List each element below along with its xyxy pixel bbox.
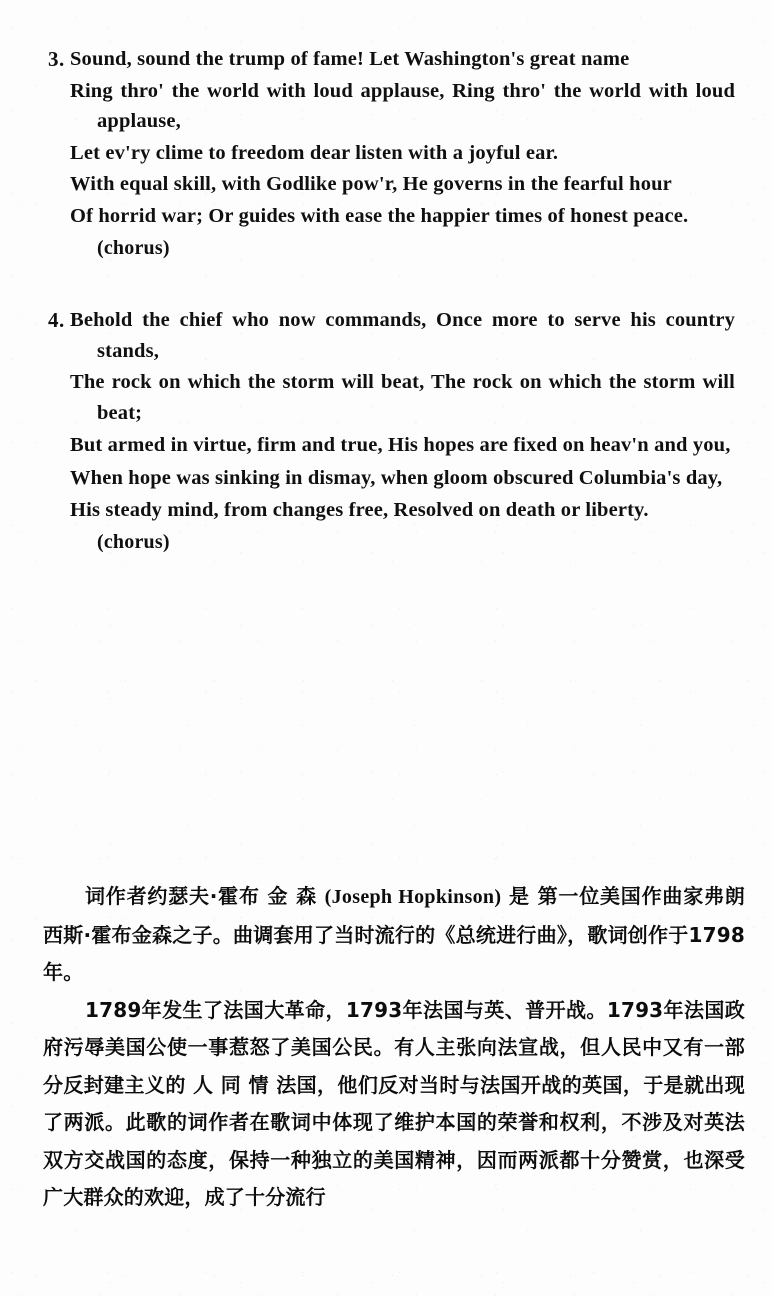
commentary-paragraph: [43, 992, 745, 1217]
chorus-marker: (chorus): [97, 531, 170, 553]
verse-line: Behold the chief who now commands, Once more to serve his country stands,: [70, 309, 735, 362]
verse-line: When hope was sinking in dismay, when gloom obscured Columbia's day,: [70, 467, 723, 489]
verse-number: 4.: [48, 308, 65, 332]
verse-number: 3.: [48, 47, 65, 71]
verse-line: With equal skill, with Godlike pow'r, He governs in the fearful hour: [70, 173, 672, 195]
commentary-paragraph: [43, 878, 745, 992]
verse-line: The rock on which the storm will beat, The rock on which the storm will beat;: [70, 371, 735, 424]
verse-4: [0, 305, 772, 557]
verse-line: Of horrid war; Or guides with ease the happier times of honest peace.: [70, 204, 689, 227]
commentary-section: [43, 878, 745, 1217]
verse-line: Let ev'ry clime to freedom dear listen with a joyful ear.: [70, 141, 559, 164]
han-text-run: 是 第一位美国作曲家弗朗西斯·霍布金森之子。曲调套用了当时流行的《总统进行曲》，歌词创作于1798年。: [43, 884, 746, 984]
verse-line: But armed in virtue, firm and true, His hopes are fixed on heav'n and you,: [70, 434, 731, 456]
han-text-run: 1789年发生了法国大革命，1793年法国与英、普开战。1793年法国政府污辱美国公使一事惹怒了美国公民。有人主张向法宣战，但人民中又有一部分反封建主义的 人 同 情 法国，他们反对当时与法国开战的英国，于是就出现了两派。此歌的词作者在歌词中体现了维护本国的荣誉和权利，不涉及对英法双方交战国的态度，保持一种独立的美国精神，因而两派都十分赞赏，也深受广大群众的欢迎，成了十分流行: [43, 997, 745, 1209]
verse-line: Ring thro' the world with loud applause, Ring thro' the world with loud applause,: [70, 79, 735, 132]
verse-3: [0, 44, 772, 263]
latin-name-run: (Joseph Hopkinson): [324, 886, 502, 908]
verse-line: Sound, sound the trump of fame! Let Washington's great name: [70, 48, 630, 70]
verse-section: [0, 44, 772, 599]
han-text-run: 词作者约瑟夫·霍布 金 森: [85, 884, 325, 908]
chorus-marker: (chorus): [97, 237, 170, 259]
verse-line: His steady mind, from changes free, Resolved on death or liberty.: [70, 498, 649, 521]
